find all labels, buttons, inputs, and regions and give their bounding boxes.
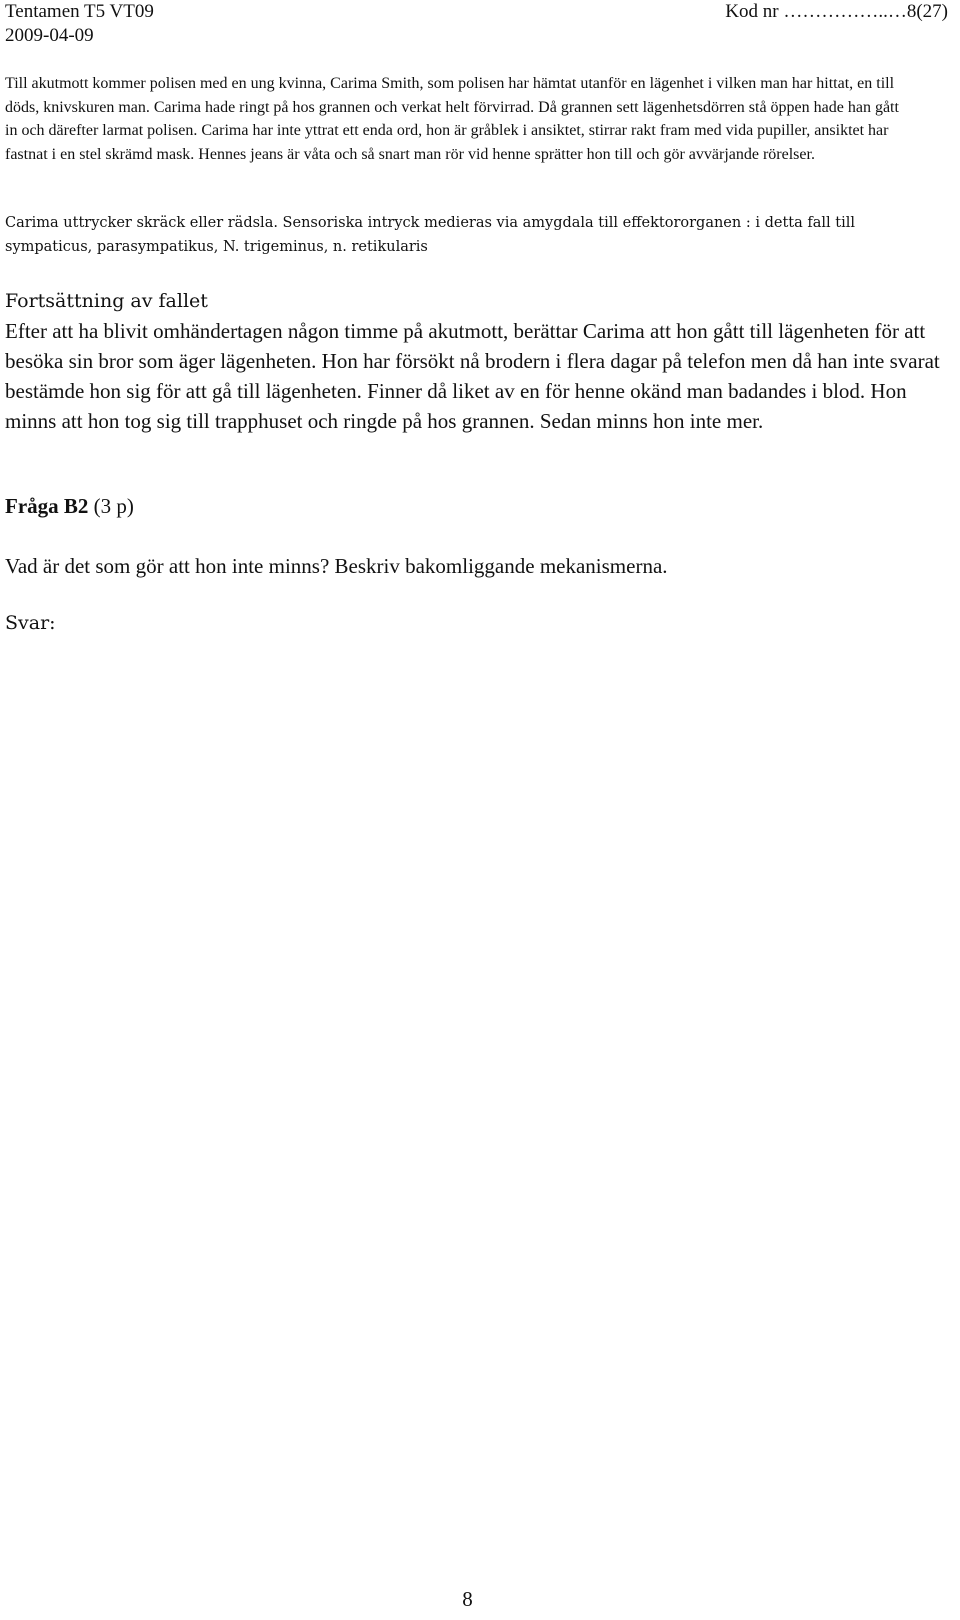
header-top-row (5, 0, 950, 24)
exam-title: Tentamen T5 VT09 (5, 1, 154, 22)
continuation-heading: Fortsättning av fallet (5, 290, 208, 312)
case-intro-paragraph: Till akutmott kommer polisen med en ung kvinna, Carima Smith, som polisen har hämtat utanför en lägenhet i vilken man har hittat, en till döds, knivskuren man. Carima hade ringt på hos grannen och verkat helt förvirrad. Då grannen sett lägenhetsdörren stå öppen hade han gått in och därefter larmat polisen. Carima har inte yttrat ett enda ord, hon är gråblek i ansiktet, stirrar rakt fram med vida pupiller, ansiktet har fastnat i en stel skrämd mask. Hennes jeans är våta och så snart man rör vid henne sprätter hon till och gör avvärjande rörelser. (5, 75, 899, 163)
page-header (5, 0, 950, 48)
continuation-paragraph: Efter att ha blivit omhändertagen någon timme på akutmott, berättar Carima att hon gått till lägenheten för att besöka sin bror som äger lägenheten. Hon har försökt nå brodern i flera dagar på telefon men då han inte svarat bestämde hon sig för att gå till lägenheten. Finner då liket av en för henne okänd man badandes i blod. Hon minns att hon tog sig till trapphuset och ringde på hos grannen. Sedan minns hon inte mer. (5, 319, 940, 433)
exam-date: 2009-04-09 (5, 25, 94, 46)
code-number-label: Kod nr ……………..…8(27) (725, 1, 948, 22)
answer-label: Svar: (5, 612, 56, 634)
question-label: Fråga B2 (5, 494, 89, 518)
page-number: 8 (462, 1587, 473, 1611)
question-points: (3 p) (88, 494, 134, 518)
question-text: Vad är det som gör att hon inte minns? Beskriv bakomliggande mekanismerna. (5, 554, 668, 578)
question-heading (5, 492, 134, 520)
case-fact-paragraph: Carima uttrycker skräck eller rädsla. Sensoriska intryck medieras via amygdala till effektororganen : i detta fall till sympaticus, parasympatikus, N. trigeminus, n. retikularis (5, 215, 855, 255)
